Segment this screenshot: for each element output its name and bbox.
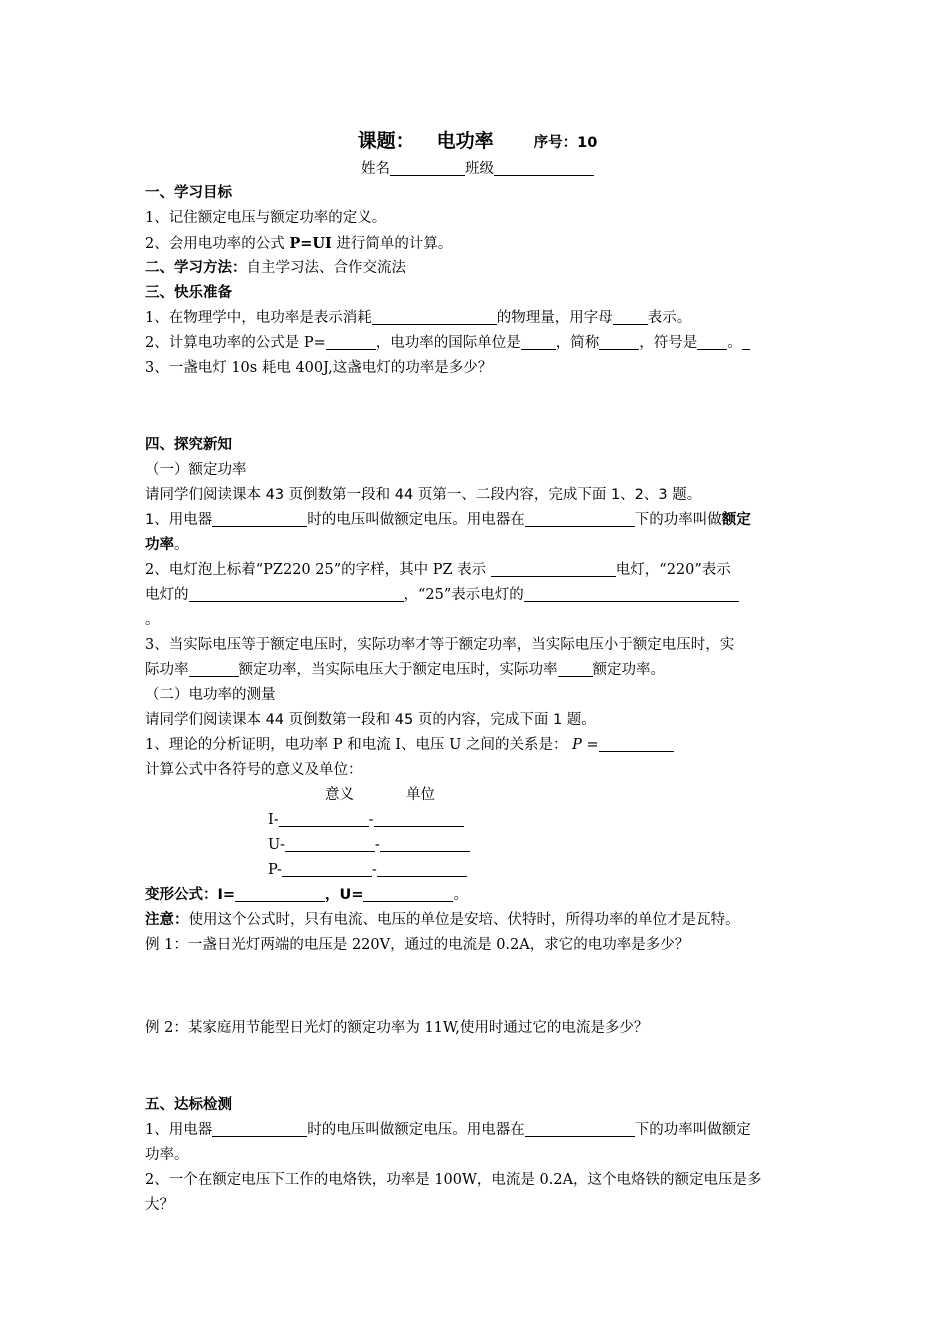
answer-blank[interactable] <box>363 884 453 902</box>
answer-blank[interactable] <box>235 884 325 902</box>
s5-q1-f: 叫做额定 <box>692 1122 751 1138</box>
dash: - <box>368 812 374 828</box>
answer-blank[interactable] <box>212 1119 307 1137</box>
example-1: 例 1：一盏日光灯两端的电压是 220V，通过的电流是 0.2A，求它的电功率是多少？ <box>145 937 690 953</box>
s5-q2 <box>145 1168 810 1218</box>
s3-q2-a: 2、计算电功率的公式是 P= <box>145 335 326 351</box>
variant-u: ，U= <box>325 887 364 903</box>
page-title <box>145 125 810 157</box>
s4-p1-a: 1、用电器 <box>145 512 213 528</box>
note <box>145 908 810 933</box>
symbol-row-u <box>145 833 810 858</box>
s4-p3-c: 额定功率，当实际电压大于额定电压时，实际功率 <box>238 662 558 678</box>
example-2: 例 2：某家庭用节能型日光灯的额定功率为 11W,使用时通过它的电流是多少？ <box>145 1020 649 1036</box>
class-label: 班级 <box>465 161 494 177</box>
symbol-i: I- <box>268 812 279 828</box>
s3-q1-c: 表示。 <box>647 310 692 326</box>
s5-q1-b: 时的电压 <box>307 1122 366 1138</box>
class-blank[interactable] <box>494 158 594 176</box>
answer-blank[interactable] <box>491 559 616 577</box>
s3-q1-a: 1、在物理学中，电功率是表示消耗 <box>145 310 372 326</box>
section5-heading: 五、达标检测 <box>145 1097 232 1113</box>
s4-p2 <box>145 558 810 633</box>
unit-blank[interactable] <box>380 834 470 852</box>
s3-q1 <box>145 306 810 331</box>
s1-item1: 1、记住额定电压与额定功率的定义。 <box>145 210 387 226</box>
s5-q1-d: 。用电器在 <box>452 1122 525 1138</box>
s4-p1-j: 。 <box>174 537 189 553</box>
answer-blank[interactable] <box>742 332 750 350</box>
s5-q2-a: 2、一个在额定电压下工作的电烙铁，功率是 100W，电流是 0.2A，这个电烙铁的额定电压是多 <box>145 1172 762 1188</box>
answer-blank[interactable] <box>212 509 307 527</box>
s4-p1-d: 额定电压 <box>394 512 453 528</box>
unit-blank[interactable] <box>374 809 464 827</box>
s4-p1-f: 下的功率 <box>634 512 693 528</box>
dash: - <box>374 837 380 853</box>
dash: - <box>371 862 377 878</box>
name-class-line <box>145 157 810 181</box>
answer-blank[interactable] <box>558 659 593 677</box>
s4-p1-b: 时的电压 <box>307 512 366 528</box>
s3-q1-b: 的物理量，用字母 <box>496 310 613 326</box>
s4-p3-d: 额定功率。 <box>592 662 665 678</box>
s4-m1 <box>145 733 810 758</box>
title-seq: 序号：10 <box>533 135 598 151</box>
s4-m1-a: 1、理论的分析证明，电功率 P 和电流 I、电压 U 之间的关系是： <box>145 737 573 753</box>
s4-p2-e: 。 <box>145 612 160 628</box>
s5-q1-e: 下的功率 <box>634 1122 693 1138</box>
s5-q2-b: 大？ <box>145 1197 174 1213</box>
s3-q2-c: ，简称 <box>555 335 600 351</box>
answer-blank[interactable] <box>326 332 376 350</box>
section2 <box>145 256 810 281</box>
formula-p: P = <box>572 737 599 753</box>
s4-p2-c: 电灯的 <box>145 587 189 603</box>
answer-blank[interactable] <box>372 307 497 325</box>
s4-p2-b: 电灯，“220”表示 <box>615 562 731 578</box>
s4-p1-i: 功率 <box>145 537 174 553</box>
s4-p2-d: ，“25”表示电灯的 <box>403 587 524 603</box>
symbol-table-header <box>145 783 810 808</box>
answer-blank[interactable] <box>697 332 727 350</box>
col-meaning: 意义 <box>325 787 354 803</box>
unit-blank[interactable] <box>377 859 467 877</box>
title-topic: 电功率 <box>436 130 494 152</box>
answer-space[interactable] <box>145 1041 810 1093</box>
reading-instruction-1: 请同学们阅读课本 43 页倒数第一段和 44 页第一、二段内容，完成下面 1、2、3 题。 <box>145 487 702 503</box>
variant-i: 变形公式：I= <box>145 887 236 903</box>
col-unit: 单位 <box>406 787 435 803</box>
section4-heading: 四、探究新知 <box>145 437 232 453</box>
section1-heading: 一、学习目标 <box>145 185 232 201</box>
reading-instruction-2: 请同学们阅读课本 44 页倒数第一段和 45 页的内容，完成下面 1 题。 <box>145 712 596 728</box>
s3-q2-e: 。 <box>727 335 742 351</box>
s3-q2 <box>145 331 810 356</box>
symbol-row-i <box>145 808 810 833</box>
symbol-u: U- <box>268 837 285 853</box>
answer-space[interactable] <box>145 381 810 433</box>
s4-p1-g: 叫做 <box>692 512 722 528</box>
answer-blank[interactable] <box>613 307 648 325</box>
s1-item2-pre: 2、会用电功率的公式 <box>145 236 290 252</box>
name-label: 姓名 <box>361 161 390 177</box>
note-text: 使用这个公式时，只有电流、电压的单位是安培、伏特时，所得功率的单位才是瓦特。 <box>188 912 740 928</box>
symbol-row-p <box>145 858 810 883</box>
s5-q1-c: 叫做额定电压 <box>365 1122 453 1138</box>
s1-item2-post: 进行简单的计算。 <box>331 236 453 252</box>
title-label: 课题： <box>357 130 415 152</box>
s4-p3-a: 3、当实际电压等于额定电压时，实际功率才等于额定功率，当实际电压小于额定电压时，实 <box>145 637 735 653</box>
answer-space[interactable] <box>145 958 810 1016</box>
name-blank[interactable] <box>390 158 465 176</box>
worksheet-page <box>145 125 810 1218</box>
s4-p2-a: 2、电灯泡上标着“PZ220 25”的字样，其中 PZ 表示 <box>145 562 491 578</box>
variant-end: 。 <box>453 887 468 903</box>
s3-q3: 3、一盏电灯 10s 耗电 400J,这盏电灯的功率是多少？ <box>145 360 493 376</box>
s5-q1 <box>145 1118 810 1168</box>
variant-formula <box>145 883 810 908</box>
symbol-p: P- <box>268 862 282 878</box>
answer-blank[interactable] <box>189 659 239 677</box>
sub-heading-measurement: （二）电功率的测量 <box>145 687 276 703</box>
answer-blank[interactable] <box>599 332 639 350</box>
s4-m2: 计算公式中各符号的意义及单位： <box>145 762 363 778</box>
answer-blank[interactable] <box>599 734 674 752</box>
s4-p1-c: 叫做 <box>365 512 395 528</box>
section2-heading: 二、学习方法： <box>145 260 247 276</box>
answer-blank[interactable] <box>525 1119 635 1137</box>
answer-blank[interactable] <box>521 332 556 350</box>
s3-q2-b: ，电功率的国际单位是 <box>375 335 521 351</box>
section2-text: 自主学习法、合作交流法 <box>246 260 406 276</box>
s3-q2-d: ，符号是 <box>639 335 698 351</box>
meaning-blank[interactable] <box>285 834 375 852</box>
s4-p1-h: 额定 <box>721 512 751 528</box>
s5-q1-g: 功率。 <box>145 1147 189 1163</box>
answer-blank[interactable] <box>524 584 739 602</box>
s4-p1 <box>145 508 810 558</box>
s4-p1-e: 。用电器在 <box>452 512 525 528</box>
answer-blank[interactable] <box>189 584 404 602</box>
s5-q1-a: 1、用电器 <box>145 1122 213 1138</box>
s4-p3-b: 际功率 <box>145 662 189 678</box>
meaning-blank[interactable] <box>282 859 372 877</box>
sub-heading-rated-power: （一）额定功率 <box>145 462 247 478</box>
formula: P=UI <box>289 235 332 252</box>
section3-heading: 三、快乐准备 <box>145 285 232 301</box>
note-label: 注意： <box>145 912 189 928</box>
answer-blank[interactable] <box>525 509 635 527</box>
s1-item2 <box>145 231 810 256</box>
s4-p3 <box>145 633 810 683</box>
meaning-blank[interactable] <box>279 809 369 827</box>
